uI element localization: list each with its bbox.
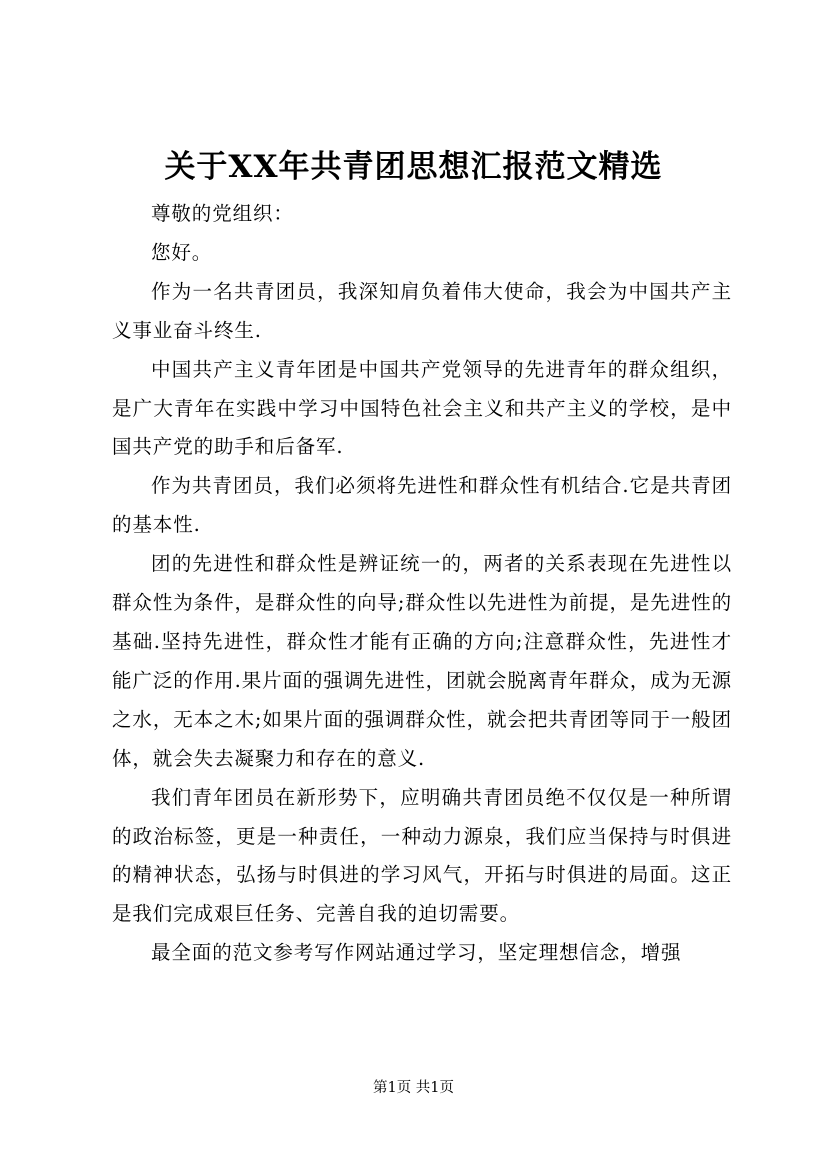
document-body [112,195,732,973]
body-paragraph: 团的先进性和群众性是辨证统一的，两者的关系表现在先进性以群众性为条件，是群众性的向导;群众性以先进性为前提，是先进性的基础.坚持先进性，群众性才能有正确的方向;注意群众性，先进性才能广泛的作用.果片面的强调先进性，团就会脱离青年群众，成为无源之水，无本之木;如果片面的强调群众性，就会把共青团等同于一般团体，就会失去凝聚力和存在的意义. [112,552,732,770]
body-paragraph: 作为共青团员，我们必须将先进性和群众性有机结合.它是共青团的基本性. [112,474,732,537]
body-paragraph: 我们青年团员在新形势下，应明确共青团员绝不仅仅是一种所谓的政治标签，更是一种责任，一种动力源泉，我们应当保持与时俱进的精神状态，弘扬与时俱进的学习风气，开拓与时俱进的局面。这正是我们完成艰巨任务、完善自我的迫切需要。 [112,785,732,926]
body-paragraph: 最全面的范文参考写作网站通过学习，坚定理想信念，增强 [151,941,682,965]
body-paragraph: 中国共产主义青年团是中国共产党领导的先进青年的群众组织，是广大青年在实践中学习中国特色社会主义和共产主义的学校，是中国共产党的助手和后备军. [112,357,732,459]
body-paragraph: 作为一名共青团员，我深知肩负着伟大使命，我会为中国共产主义事业奋斗终生. [112,279,732,342]
document-title: 关于XX年共青团思想汇报范文精选 [164,149,663,185]
greeting: 您好。 [151,240,213,264]
page-footer: 第1页 共1页 [372,1080,455,1096]
salutation: 尊敬的党组织： [151,202,294,225]
